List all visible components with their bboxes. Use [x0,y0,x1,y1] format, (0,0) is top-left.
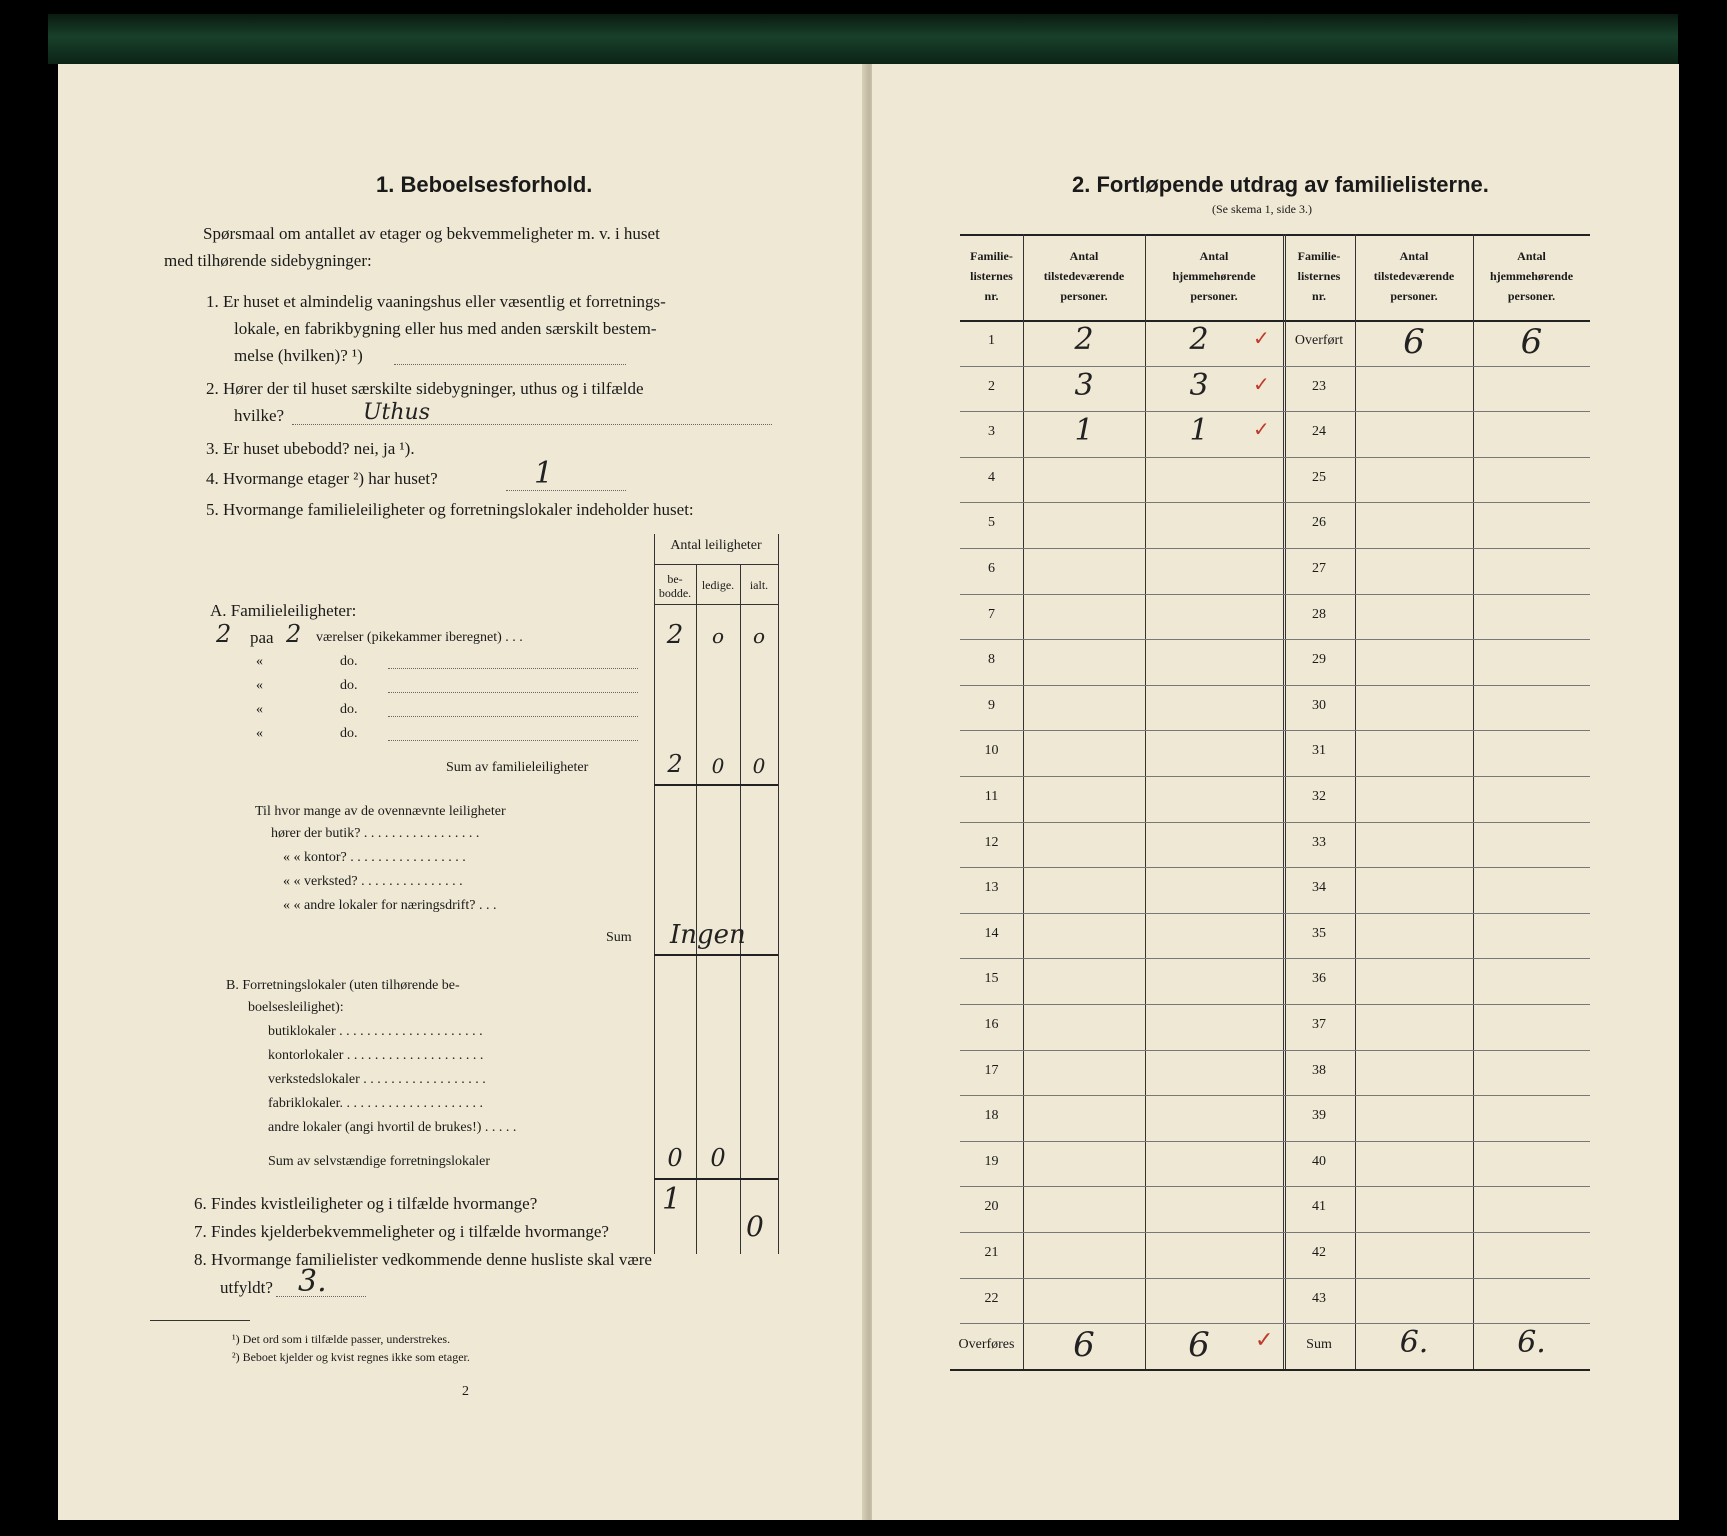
fam-row1-bebodde: 2 [666,620,684,650]
footer-resident-total: 6 [1188,1325,1210,1366]
family-nr: 30 [1312,697,1326,713]
table-row-rule [960,411,1590,412]
table-row-rule [960,1141,1590,1142]
check-mark-icon: ✓ [1253,328,1270,350]
page-number: 2 [462,1384,469,1399]
section-B-line-1: B. Forretningslokaler (uten tilhørende be- [226,978,460,993]
table-header-cell: Antal tilstedeværende personer. [1373,249,1455,303]
question-7: 7. Findes kjelderbekvemmeligheter og i tilfælde hvormange? [194,1222,609,1241]
do-quote: « [256,654,263,669]
left-page [58,64,865,1520]
check-mark-icon: ✓ [1255,1327,1274,1353]
table-row-rule [960,1323,1590,1324]
table-top-rule [960,234,1590,236]
question-7-answer: 0 [746,1210,764,1243]
table-column-rule [1473,234,1474,1369]
question-2-line-2: hvilke? [234,406,285,425]
intro-line-2: med tilhørende sidebygninger: [164,251,372,270]
question-1-line-3: melse (hvilken)? ¹) [234,346,363,365]
family-nr: 15 [984,971,999,987]
table-column-rule [1023,234,1024,1369]
table-header-cell: Antal hjemmehørende personer. [1172,249,1256,303]
do-quote: « [256,678,263,693]
family-nr: 13 [984,880,999,896]
table-row-rule [960,867,1590,868]
family-nr: 39 [1312,1108,1326,1124]
family-nr: 29 [1312,652,1326,668]
table-column-rule [1355,234,1356,1369]
b-item: andre lokaler (angi hvortil de brukes!) . . . . . [268,1120,517,1135]
section-2-title: 2. Fortløpende utdrag av familielisterne. [1072,172,1489,197]
table-row-rule [960,1050,1590,1051]
sum-family-ialt: 0 [752,754,766,778]
family-nr: 22 [984,1290,999,1306]
family-nr: 24 [1312,424,1326,440]
family-nr: 36 [1312,971,1326,987]
table-row-rule [960,548,1590,549]
footer-overfores-label: Overføres [958,1337,1015,1353]
rooms-count-a: 2 [216,620,232,648]
sum-family-ledige: 0 [711,754,725,778]
table-row-rule [960,730,1590,731]
butik-line-1: Til hvor mange av de ovennævnte leiligheter [255,804,506,819]
sum-answer: Ingen [670,920,746,950]
table-row-rule [960,913,1590,914]
question-5: 5. Hvormange familieleiligheter og forretningslokaler indeholder huset: [206,500,694,519]
family-nr: 16 [984,1017,999,1032]
table-header-cell: Antal tilstedeværende personer. [1043,249,1125,303]
resident-count: 2 [1189,322,1209,357]
rooms-paa: paa [250,628,274,647]
family-nr: 42 [1312,1245,1326,1260]
table-header-cell: Familie- listernes nr. [1297,249,1341,303]
right-page [872,64,1679,1520]
footnote-rule [150,1320,250,1321]
do-quote: « [256,726,263,741]
rooms-text: værelser (pikekammer iberegnet) . . . [316,630,523,645]
footnote-2: ²) Beboet kjelder og kvist regnes ikke som etager. [232,1350,470,1364]
table-row-rule [960,776,1590,777]
section-A-label: A. Familieleiligheter: [210,601,357,620]
footer-present-total: 6 [1073,1325,1095,1366]
family-nr: 19 [984,1153,999,1169]
answer-line-q4 [506,490,626,491]
section-B-line-2: boelsesleilighet): [248,1000,344,1015]
family-nr: 40 [1312,1153,1326,1169]
fam-row1-ialt: o [752,624,766,648]
family-nr: 31 [1312,743,1326,759]
do-label: do. [340,702,358,717]
question-8-answer: 3. [298,1264,327,1299]
col-bebodde: be- bodde. [658,572,692,600]
family-nr: 12 [984,834,999,850]
family-nr: 37 [1312,1017,1326,1032]
family-nr: 3 [988,424,995,440]
family-nr: 23 [1312,378,1326,394]
present-count: 3 [1074,367,1094,403]
resident-count: 1 [1189,413,1209,449]
do-label: do. [340,654,358,669]
family-nr: 2 [988,378,995,394]
table-row-rule [960,822,1590,823]
col-group-header: Antal leiligheter [670,538,762,553]
scan-top-border [48,14,1678,64]
question-1-line-1: 1. Er huset et almindelig vaaningshus eller væsentlig et forretnings- [206,292,666,311]
present-count: 1 [1074,413,1094,449]
present-count: 2 [1074,322,1094,357]
answer-line-q1 [394,364,626,365]
table-header-cell: Familie- listernes nr. [970,249,1013,303]
col-ialt: ialt. [749,578,769,592]
family-nr: 38 [1312,1062,1326,1078]
sum-family-label: Sum av familieleiligheter [446,760,589,775]
check-mark-icon: ✓ [1253,373,1270,396]
family-nr: 34 [1312,880,1326,896]
table-column-rule [1145,234,1146,1369]
kontor-line: « « kontor? . . . . . . . . . . . . . . . . . [283,850,466,865]
family-nr: 18 [984,1108,999,1124]
family-nr: 33 [1312,834,1326,850]
family-nr: 32 [1312,789,1326,804]
footnote-1: ¹) Det ord som i tilfælde passer, understrekes. [232,1332,451,1346]
question-6-answer: 1 [662,1182,682,1217]
family-nr: 26 [1312,515,1326,531]
table-row-rule [960,502,1590,503]
sum-label: Sum [606,930,632,945]
table-row-rule [960,1278,1590,1279]
table-bottom-rule [950,1369,1590,1371]
family-nr: 10 [984,743,999,759]
sum-forretning-2: 0 [710,1144,726,1172]
table-row-rule [960,1186,1590,1187]
table-row-rule [960,366,1590,367]
present-count: 6 [1403,322,1425,362]
family-nr: 9 [988,697,995,713]
question-8-line-1: 8. Hvormange familielister vedkommende denne husliste skal være [194,1250,652,1269]
family-nr: 8 [988,652,995,668]
family-nr: 6 [988,561,995,576]
section-1-title: 1. Beboelsesforhold. [376,172,593,197]
check-mark-icon: ✓ [1253,419,1270,442]
do-label: do. [340,678,358,693]
question-4: 4. Hvormange etager ²) har huset? [206,469,438,488]
fam-row1-ledige: o [711,624,725,648]
question-2-answer: Uthus [363,400,431,425]
resident-count: 3 [1189,367,1209,403]
family-nr: 17 [984,1062,999,1078]
resident-count: 6 [1520,322,1543,362]
question-4-answer: 1 [534,456,554,491]
family-nr: 43 [1312,1290,1326,1306]
family-nr: 5 [988,515,995,531]
family-nr: Overført [1294,333,1344,348]
question-2-line-1: 2. Hører der til huset særskilte sidebygninger, uthus og i tilfælde [206,379,644,398]
family-nr: 11 [984,789,999,804]
rooms-count-b: 2 [286,620,302,648]
table-row-rule [960,1232,1590,1233]
table-header-cell: Antal hjemmehørende personer. [1489,249,1574,303]
andre-line: « « andre lokaler for næringsdrift? . . . [283,898,497,913]
family-nr: 27 [1312,561,1326,576]
question-6: 6. Findes kvistleiligheter og i tilfælde hvormange? [194,1194,538,1213]
intro-line-1: Spørsmaal om antallet av etager og bekvemmeligheter m. v. i huset [203,224,660,243]
b-item: butiklokaler . . . . . . . . . . . . . . . . . . . . . [268,1024,483,1039]
b-item: kontorlokaler . . . . . . . . . . . . . . . . . . . . [268,1048,484,1063]
table-row-rule [960,685,1590,686]
sum-forretning-1: 0 [667,1144,683,1172]
section-2-subtitle: (Se skema 1, side 3.) [1212,202,1312,216]
verksted-line: « « verksted? . . . . . . . . . . . . . . . [283,874,463,889]
family-nr: 1 [988,333,995,348]
b-item: verkstedslokaler . . . . . . . . . . . . . . . . . . [268,1072,486,1087]
family-nr: 28 [1312,606,1326,622]
sum-family-bebodde: 2 [667,750,683,778]
table-row-rule [960,639,1590,640]
family-nr: 20 [984,1199,999,1215]
footer-sum-resident: 6. [1517,1325,1546,1361]
table-row-rule [960,594,1590,595]
b-item: fabriklokaler. . . . . . . . . . . . . . . . . . . . . [268,1096,484,1111]
family-nr: 25 [1312,469,1326,485]
family-nr: 4 [988,469,995,485]
family-nr: 7 [988,606,995,622]
family-nr: 41 [1312,1199,1326,1215]
question-8-line-2: utfyldt? [220,1278,273,1297]
question-3: 3. Er huset ubebodd? nei, ja ¹). [206,439,415,458]
do-quote: « [256,702,263,717]
footer-sum-present: 6. [1399,1325,1429,1361]
answer-line-q2 [292,424,772,425]
do-label: do. [340,726,358,741]
question-1-line-2: lokale, en fabrikbygning eller hus med anden særskilt bestem- [234,319,657,338]
footer-sum-label: Sum [1306,1337,1332,1353]
table-row-rule [960,457,1590,458]
table-row-rule [960,1004,1590,1005]
col-ledige: ledige. [701,578,735,592]
butik-line-2: hører der butik? . . . . . . . . . . . . . . . . . [271,826,480,841]
family-nr: 14 [984,925,999,941]
table-row-rule [960,1095,1590,1096]
sum-forretning-label: Sum av selvstændige forretningslokaler [268,1154,491,1169]
family-nr: 21 [984,1245,999,1260]
family-nr: 35 [1312,925,1326,941]
table-row-rule [960,958,1590,959]
